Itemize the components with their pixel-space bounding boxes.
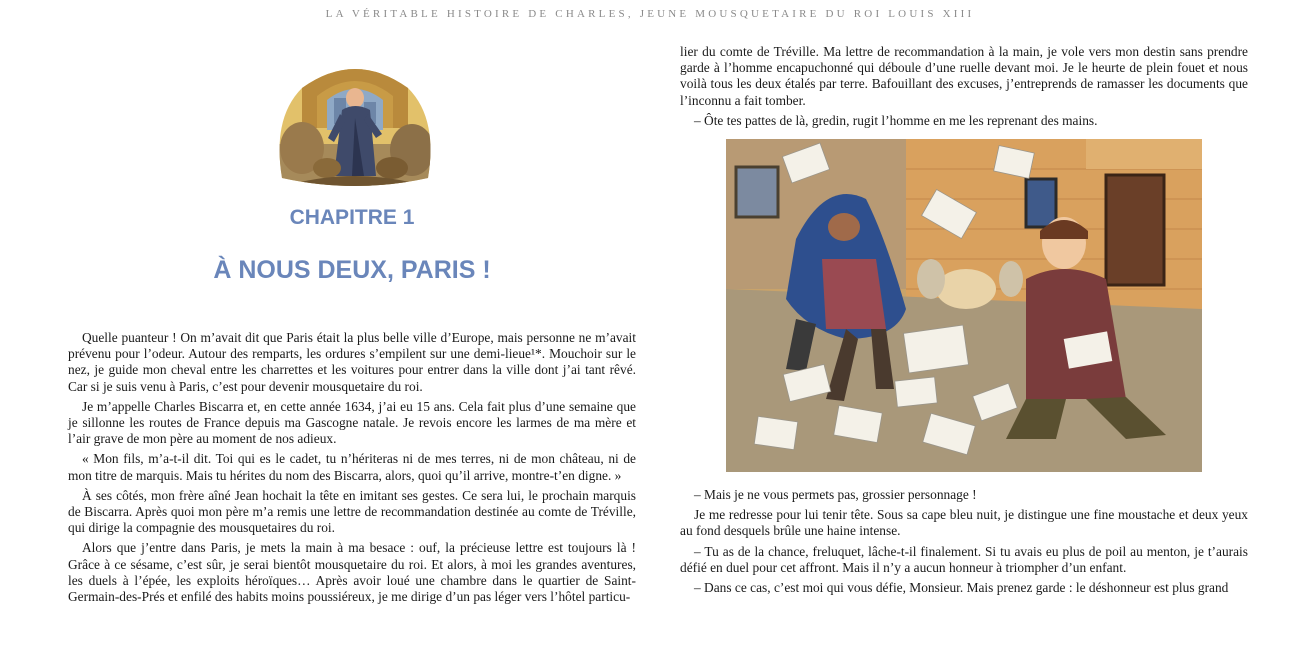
- paragraph: lier du comte de Tréville. Ma lettre de recommandation à la main, je vole vers mon destin sans prendre garde à l’homme encapuchonné qui déboule d’une ruelle devant moi. Je le heurte de plein fouet et nous voilà tous les deux étalés par terre. Bafouillant des excuses, j’entreprends de ramasser les documents que l’inconnu a fait tomber.: [680, 44, 1248, 108]
- paragraph: – Mais je ne vous permets pas, grossier personnage !: [694, 487, 977, 502]
- right-page-text-top: [680, 44, 1248, 133]
- paragraph: – Ôte tes pattes de là, gredin, rugit l’homme en me les reprenant des mains.: [694, 112, 1098, 128]
- paragraph: « Mon fils, m’a-t-il dit. Toi qui es le cadet, tu n’hériteras ni de mes terres, ni de mon château, ni de mon titre de marquis. Mais tu hérites du nom des Biscarra, alors, quoi qu’il arrive, montre-t’en digne. »: [68, 451, 636, 483]
- paragraph: – Tu as de la chance, freluquet, lâche-t-il finalement. Si tu avais eu plus de poil au menton, je t’aurais défié en duel pour cet affront. Mais il n’y a aucun honneur à triompher d’un enfant.: [680, 543, 1248, 575]
- right-page-text-bottom: [680, 487, 1248, 600]
- paragraph: Je m’appelle Charles Biscarra et, en cette année 1634, j’ai eu 15 ans. Cela fait plus d’une semaine que je sillonne les routes de France depuis ma Gascogne natale. Je revois encore les larmes de ma mère et l’air grave de mon père au moment de nos adieux.: [68, 398, 636, 447]
- chapter-number: CHAPITRE 1: [289, 206, 415, 229]
- paragraph: À ses côtés, mon frère aîné Jean hochait la tête en imitant ses gestes. Ce sera lui, le prochain marquis de Biscarra. Après quoi mon père m’a remis une lettre de recommandation destinée au comte de Tréville, qui dirige la compagnie des mousquetaires du roi.: [68, 487, 636, 536]
- left-page-text: [68, 330, 636, 609]
- paragraph: – Dans ce cas, c’est moi qui vous défie, Monsieur. Mais prenez garde : le déshonneur est plus grand: [694, 580, 1229, 596]
- chapter-vignette-illustration: [272, 58, 438, 190]
- running-head: LA VÉRITABLE HISTOIRE DE CHARLES, JEUNE MOUSQUETAIRE DU ROI LOUIS XIII: [325, 8, 975, 20]
- street-scene-illustration: [726, 139, 1202, 472]
- paragraph: Alors que j’entre dans Paris, je mets la main à ma besace : ouf, la précieuse lettre est toujours là ! Grâce à ce sésame, c’est sûr, je serai bientôt mousquetaire du roi. Et alors, à moi les grandes aventures, les duels à l’épée, les exploits héroïques… Après avoir loué une chambre dans le quartier de Saint-Germain-des-Prés et enfilé des habits moins poussiéreux, je me dirige d’un pas léger vers l’hôtel particu-: [68, 540, 636, 605]
- chapter-title: À NOUS DEUX, PARIS !: [213, 256, 491, 284]
- paragraph: Quelle puanteur ! On m’avait dit que Paris était la plus belle ville d’Europe, mais personne ne m’avait prévenu pour l’odeur. Autour des remparts, les ordures s’empilent sur une demi-lieue¹*. Mouchoir sur le nez, je guide mon cheval entre les charrettes et les voitures pour entrer dans la ville dont j’ai tant rêvé. Car si je suis venu à Paris, c’est pour devenir mousquetaire du roi.: [68, 330, 636, 394]
- paragraph: Je me redresse pour lui tenir tête. Sous sa cape bleu nuit, je distingue une fine moustache et deux yeux au fond desquels brûle une haine intense.: [680, 507, 1248, 539]
